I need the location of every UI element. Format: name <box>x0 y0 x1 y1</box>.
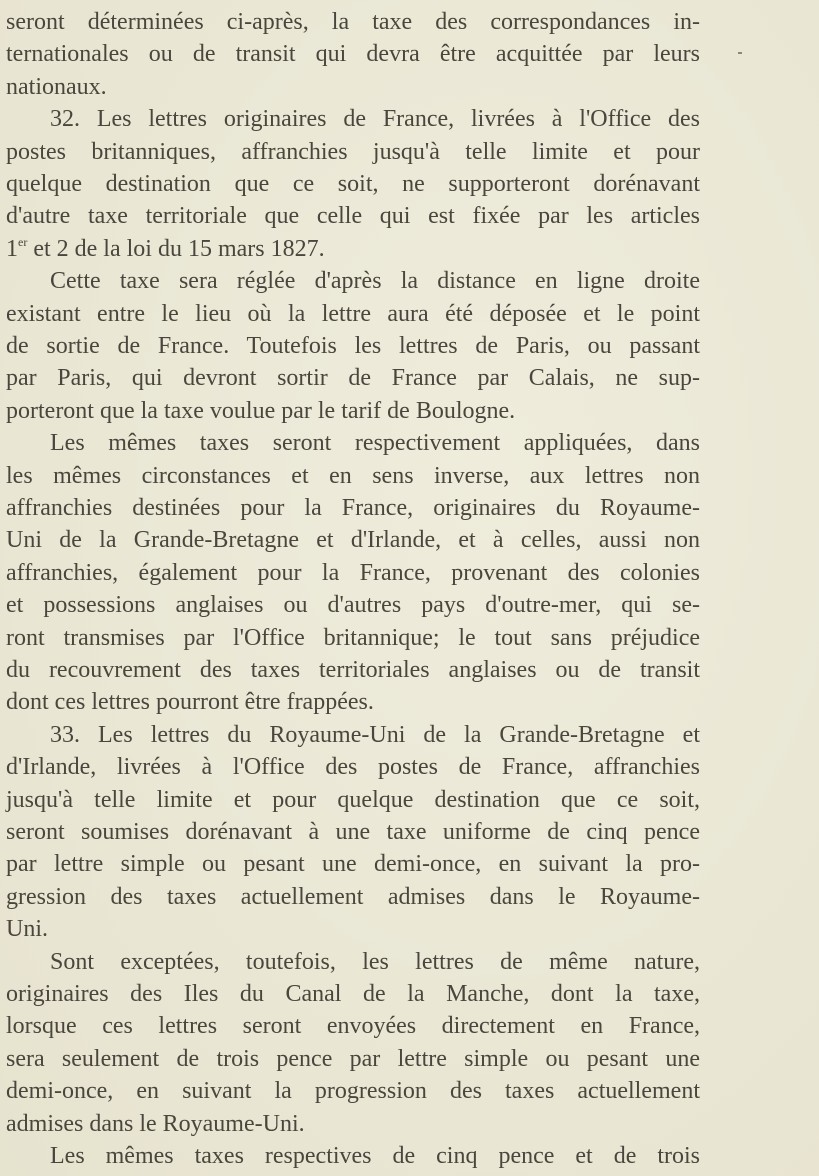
text-line: quelque destination que ce soit, ne supporteront dorénavant <box>6 171 700 197</box>
text-line: et possessions anglaises ou d'autres pays d'outre-mer, qui se- <box>6 592 700 619</box>
text-line: dont ces lettres pourront être frappées. <box>6 689 374 716</box>
text-line: lorsque ces lettres seront envoyées directement en France, <box>6 1013 700 1040</box>
text-line: affranchies destinées pour la France, originaires du Royaume- <box>6 495 700 521</box>
text-line: 1er et 2 de la loi du 15 mars 1827. <box>6 234 325 262</box>
text-line: Les mêmes taxes respectives de cinq pence et de trois <box>50 1143 700 1169</box>
text-line: existant entre le lieu où la lettre aura été déposée et le point <box>6 300 700 327</box>
text-line: d'autre taxe territoriale que celle qui est fixée par les articles <box>6 203 700 230</box>
text-line: jusqu'à telle limite et pour quelque destination que ce soit, <box>6 786 700 813</box>
text-line: porteront que la taxe voulue par le tarif de Boulogne. <box>6 397 516 424</box>
text-line: du recouvrement des taxes territoriales anglaises ou de transit <box>6 657 700 683</box>
text-line: 33. Les lettres du Royaume-Uni de la Grande-Bretagne et <box>50 721 700 748</box>
text-line: admises dans le Royaume-Uni. <box>6 1110 305 1137</box>
text-line: ternationales ou de transit qui devra être acquittée par leurs <box>6 41 700 68</box>
text-line: postes britanniques, affranchies jusqu'à telle limite et pour <box>6 138 700 165</box>
text-line: Cette taxe sera réglée d'après la distance en ligne droite <box>50 268 700 295</box>
text-line: d'Irlande, livrées à l'Office des postes de France, affranchies <box>6 754 700 781</box>
text-line: Sont exceptées, toutefois, les lettres de même nature, <box>50 948 700 975</box>
text-line: sera seulement de trois pence par lettre simple ou pesant une <box>6 1045 700 1072</box>
text-line: demi-once, en suivant la progression des taxes actuellement <box>6 1078 700 1105</box>
text-line: Uni de la Grande-Bretagne et d'Irlande, et à celles, aussi non <box>6 527 700 554</box>
text-line: de sortie de France. Toutefois les lettres de Paris, ou passant <box>6 333 700 359</box>
margin-speck <box>738 52 742 54</box>
text-line: Les mêmes taxes seront respectivement appliquées, dans <box>50 430 700 457</box>
text-line: les mêmes circonstances et en sens inverse, aux lettres non <box>6 462 700 489</box>
text-line: Uni. <box>6 916 48 943</box>
text-line: nationaux. <box>6 73 107 100</box>
text-line: affranchies, également pour la France, provenant des colonies <box>6 559 700 586</box>
text-line: seront soumises dorénavant à une taxe uniforme de cinq pence <box>6 819 700 845</box>
text-line: seront déterminées ci-après, la taxe des correspondances in- <box>6 9 700 35</box>
text-line: originaires des Iles du Canal de la Manche, dont la taxe, <box>6 981 700 1007</box>
text-line: 32. Les lettres originaires de France, livrées à l'Office des <box>50 106 700 133</box>
text-line: ront transmises par l'Office britannique; le tout sans préjudice <box>6 624 700 651</box>
text-line: par lettre simple ou pesant une demi-once, en suivant la pro- <box>6 851 700 878</box>
text-line: par Paris, qui devront sortir de France par Calais, ne sup- <box>6 365 700 392</box>
text-line: gression des taxes actuellement admises dans le Royaume- <box>6 883 700 910</box>
